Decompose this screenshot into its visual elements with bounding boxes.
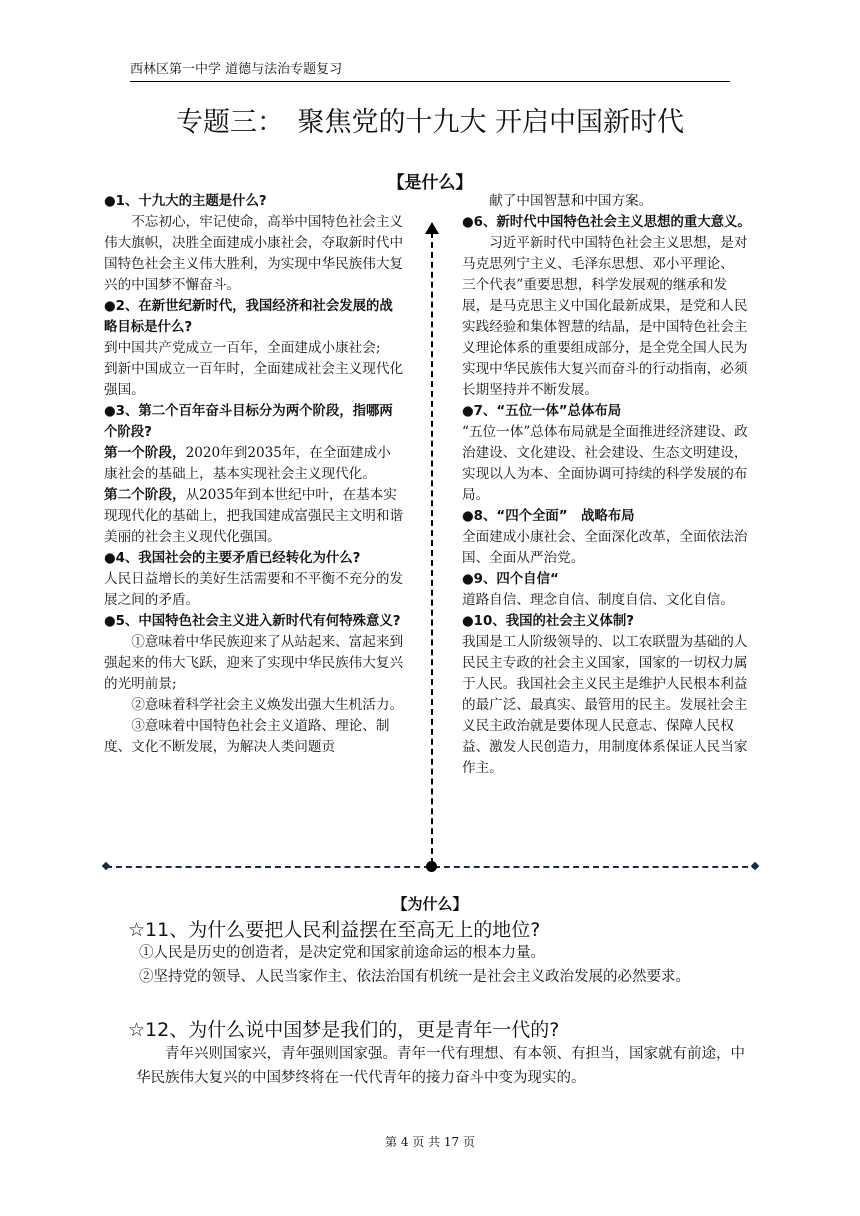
paragraph: 不忘初心，牢记使命，高举中国特色社会主义伟大旗帜，决胜全面建成小康社会，夺取新时代中国特色社会主义伟大胜利，为实现中华民族伟大复兴的中国梦不懈奋斗。: [104, 214, 404, 293]
axis-origin-dot: [426, 861, 437, 872]
paragraph: “五位一体”总体布局就是全面推进经济建设、政治建设、文化建设、社会建设、生态文明建设，实现以人为本、全面协调可持续的科学发展的布局。: [462, 424, 748, 503]
answer-12: [136, 1042, 758, 1090]
page-footer: 第 4 页 共 17 页: [385, 1135, 475, 1149]
page-header: 西林区第一中学 道德与法治专题复习: [130, 58, 730, 82]
paragraph: [104, 485, 404, 548]
paragraph: 到中国共产党成立一百年，全面建成小康社会;: [104, 340, 381, 356]
question-heading: ●8、“四个全面” 战略布局: [462, 509, 635, 524]
answer-12-text: 青年兴则国家兴，青年强则国家强。青年一代有理想、有本领、有担当，国家就有前途，中华民族伟大复兴的中国梦终将在一代代青年的接力奋斗中变为现实的。: [136, 1046, 745, 1086]
paragraph: ③意味着中国特色社会主义道路、理论、制度、文化不断发展，为解决人类问题贡: [104, 718, 390, 755]
paragraph: 我国是工人阶级领导的、以工农联盟为基础的人民民主专政的社会主义国家，国家的一切权力属于人民。我国社会主义民主是维护人民根本利益的最广泛、最真实、最管用的民主。发展社会主义民主政治就是要体现人民意志、保障人民权益、激发人民创造力，用制度体系保证人民当家作主。: [462, 634, 748, 776]
question-heading: ●7、“五位一体”总体布局: [462, 404, 622, 419]
question-heading: ●9、四个自信“: [462, 572, 559, 587]
question-heading: ●4、我国社会的主要矛盾已经转化为什么?: [104, 551, 361, 566]
question-heading: ●10、我国的社会主义体制?: [462, 614, 634, 629]
paragraph: 人民日益增长的美好生活需要和不平衡不充分的发展之间的矛盾。: [104, 571, 404, 608]
question-12: ☆12、为什么说中国梦是我们的，更是青年一代的?: [128, 1019, 560, 1041]
paragraph: 到新中国成立一百年时，全面建成社会主义现代化强国。: [104, 361, 404, 398]
question-heading: ●1、十九大的主题是什么?: [104, 194, 267, 209]
paragraph: ①意味着中华民族迎来了从站起来、富起来到强起来的伟大飞跃，迎来了实现中华民族伟大复兴的光明前景;: [104, 634, 404, 692]
paragraph: 道路自信、理念自信、制度自信、文化自信。: [462, 592, 734, 608]
stage-label: 第一个阶段，: [104, 445, 186, 461]
left-diamond-icon: [102, 862, 110, 870]
stage-label: 第二个阶段，: [104, 487, 186, 503]
right-column: [462, 191, 752, 779]
paragraph: [104, 443, 404, 485]
stage-text: 2020年到2035年，在全面建成小康社会的基础上，基本实现社会主义现代化。: [104, 445, 391, 482]
question-11: ☆11、为什么要把人民利益摆在至高无上的地位?: [128, 919, 541, 941]
page-title: 专题三： 聚焦党的十九大 开启中国新时代: [175, 107, 685, 138]
question-heading: ●6、新时代中国特色社会主义思想的重大意义。: [462, 215, 751, 230]
answer-11-point-2: ②坚持党的领导、人民当家作主、依法治国有机统一是社会主义政治发展的必然要求。: [139, 969, 690, 985]
paragraph: 献了中国智慧和中国方案。: [489, 193, 653, 209]
stage-text: 从2035年到本世纪中叶，在基本实现现代化的基础上，把我国建成富强民主文明和谐美丽的社会主义现代化强国。: [104, 487, 404, 545]
paragraph: ②意味着科学社会主义焕发出强大生机活力。: [131, 697, 404, 713]
answer-11-point-1: ①人民是历史的创造者，是决定党和国家前途命运的根本力量。: [139, 945, 545, 961]
paragraph: 全面建成小康社会、全面深化改革，全面依法治国、全面从严治党。: [462, 529, 748, 566]
paragraph: 习近平新时代中国特色社会主义思想，是对马克思列宁主义、毛泽东思想、邓小平理论、 三个代表”重要思想，科学发展观的继承和发展，是马克思主义中国化最新成果，是党和人民实践经验和集体智慧的结晶，是中国特色社会主义理论体系的重要组成部分，是全党全国人民为实现中华民族伟大复兴而奋斗的行动指南，必须长期坚持并不断发展。: [462, 235, 748, 398]
section-why-heading: 【为什么】: [392, 895, 468, 913]
question-heading: ●3、第二个百年奋斗目标分为两个阶段，指哪两个阶段?: [104, 404, 393, 440]
right-diamond-icon: [751, 862, 759, 870]
question-heading: ●2、在新世纪新时代，我国经济和社会发展的战略目标是什么?: [104, 299, 393, 335]
left-column: [104, 191, 404, 758]
question-heading: ●5、中国特色社会主义进入新时代有何特殊意义?: [104, 614, 401, 629]
vertical-divider: [431, 232, 433, 864]
answer-11: [110, 941, 760, 989]
section-what-heading: 【是什么】: [387, 173, 473, 193]
